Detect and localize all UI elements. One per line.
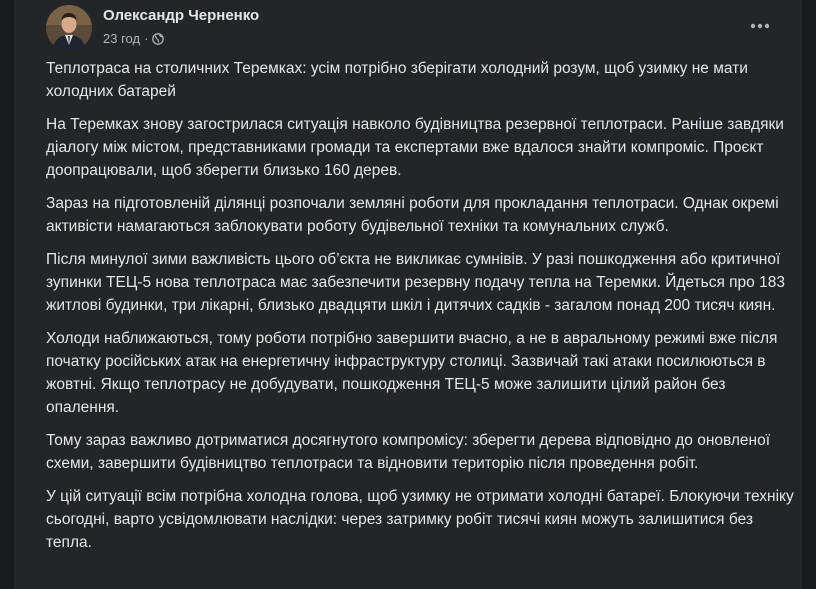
avatar[interactable] [46, 5, 92, 51]
post-paragraph: На Теремках знову загострилася ситуація навколо будівництва резервної теплотраси. Раніше завдяки діалогу між містом, представниками громади та експертами вже вдалося знайти компроміс. Проєкт доопрацювали, щоб зберегти близько 160 дерев. [46, 116, 784, 179]
post-paragraph: Зараз на підготовленій ділянці розпочали земляні роботи для прокладання теплотраси. Однак окремі активісти намагаються заблокувати роботу будівельної техніки та комунальних служб. [46, 195, 779, 235]
post-paragraph: У цій ситуації всім потрібна холодна голова, щоб узимку не отримати холодні батареї. Блокуючи техніку сьогодні, варто усвідомлювати наслідки: через затримку робіт тисячі киян можуть залишитися без тепла. [46, 488, 794, 551]
post-timestamp[interactable]: 23 год [103, 31, 141, 46]
post-meta [103, 31, 164, 46]
avatar-photo [46, 5, 92, 51]
post-paragraph: Після минулої зими важливість цього об’єкта не викликає сумнівів. У разі пошкодження або критичної зупинки ТЕЦ-5 нова теплотраса має забезпечити резервну подачу тепла на Теремки. Йдеться про 183 житлові будинки, три лікарні, близько двадцяти шкіл і дитячих садків - загалом понад 200 тисяч киян. [46, 251, 785, 314]
post-paragraph: Тому зараз важливо дотриматися досягнутого компромісу: зберегти дерева відповідно до оновленої схеми, завершити будівництво теплотраси та відновити територію після проведення робіт. [46, 432, 771, 472]
post-paragraph: Холоди наближаються, тому роботи потрібно завершити вчасно, а не в авральному режимі вже після початку російських атак на енергетичну інфраструктуру столиці. Зазвичай такі атаки посилюються в жовтні. Якщо теплотрасу не добудувати, пошкодження ТЕЦ-5 може залишити цілий район без опалення. [46, 330, 778, 416]
meta-separator: · [144, 31, 149, 46]
more-horizontal-icon [750, 23, 770, 29]
globe-icon [152, 33, 164, 45]
more-options-button[interactable] [744, 10, 776, 42]
author-name[interactable]: Олександр Черненко [103, 7, 260, 24]
post-paragraph-title: Теплотраса на столичних Теремках: усім потрібно зберігати холодний розум, щоб узимку не мати холодних батарей [46, 60, 748, 100]
post-card [14, 0, 802, 589]
post-header [32, 0, 784, 56]
post-body [46, 57, 794, 564]
